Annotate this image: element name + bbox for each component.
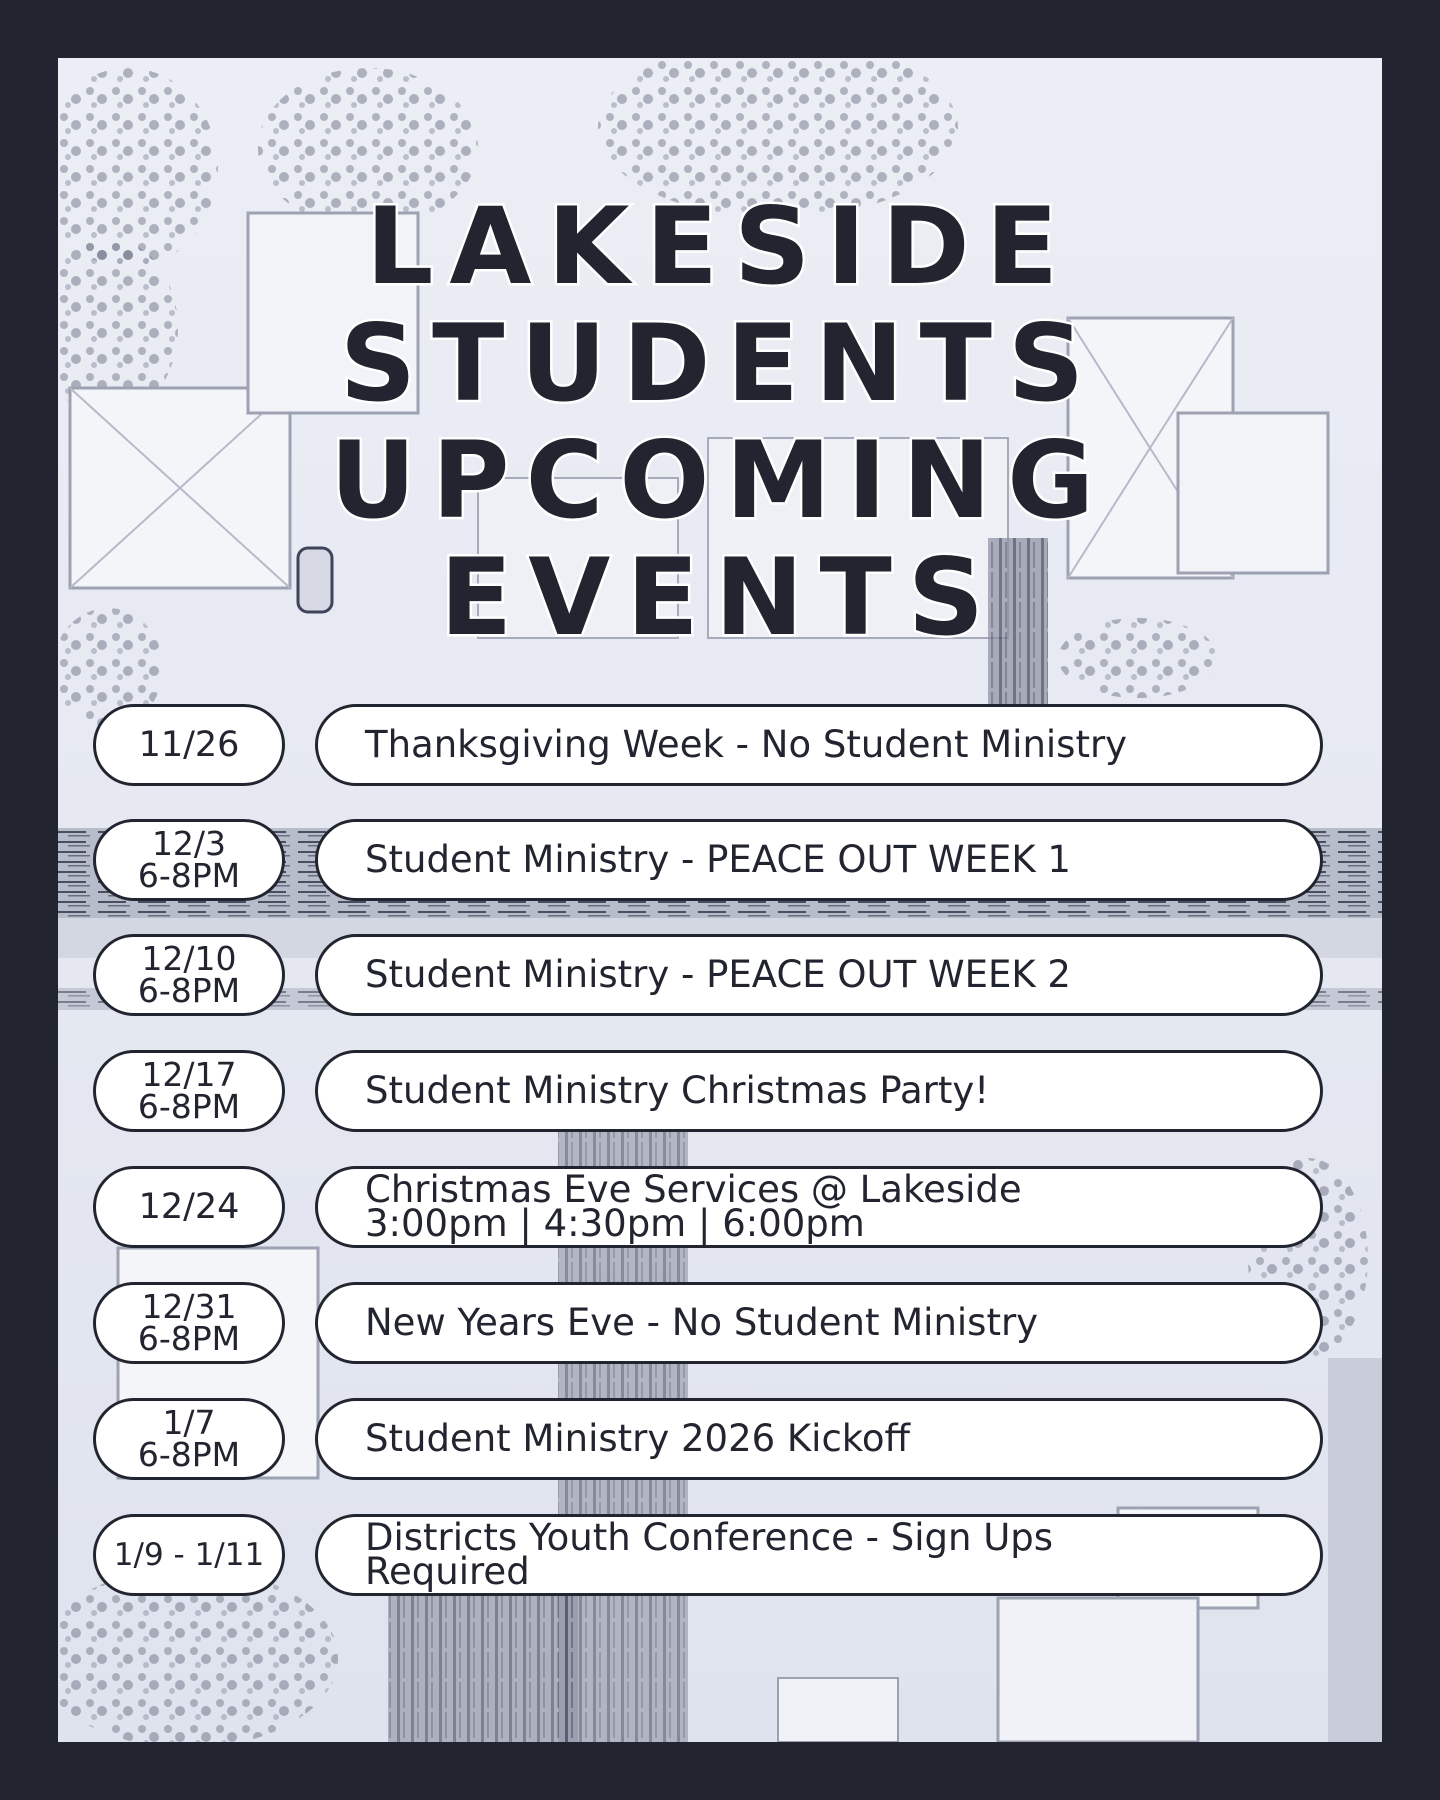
event-title: Districts Youth Conference - Sign Ups	[365, 1516, 1054, 1559]
event-title-pill	[315, 1514, 1323, 1596]
event-subtitle: Required	[365, 1550, 530, 1593]
event-date-badge	[93, 1166, 285, 1248]
event-date: 12/17	[141, 1055, 237, 1094]
event-subtitle: 3:00pm | 4:30pm | 6:00pm	[365, 1202, 865, 1245]
event-row	[93, 1166, 1363, 1254]
event-time: 6-8PM	[137, 1319, 241, 1358]
event-time: 6-8PM	[137, 1087, 241, 1126]
event-title: Student Ministry Christmas Party!	[365, 1069, 990, 1112]
event-title: Student Ministry 2026 Kickoff	[365, 1417, 911, 1460]
title-line: EVENTS	[439, 536, 1001, 659]
event-row	[93, 1282, 1363, 1370]
title-line: LAKESIDE	[365, 185, 1075, 308]
event-title: Student Ministry - PEACE OUT WEEK 1	[365, 838, 1071, 881]
event-title-pill	[315, 1166, 1323, 1248]
event-time: 6-8PM	[137, 856, 241, 895]
event-date-badge	[93, 819, 285, 901]
event-title-pill	[315, 704, 1323, 786]
event-title-pill	[315, 1282, 1323, 1364]
event-date-badge	[93, 704, 285, 786]
event-title: Thanksgiving Week - No Student Ministry	[365, 723, 1128, 766]
event-row	[93, 934, 1363, 1022]
poster-title	[58, 185, 1382, 659]
event-date: 11/26	[138, 725, 240, 765]
event-date: 1/7	[162, 1403, 216, 1442]
event-title: New Years Eve - No Student Ministry	[365, 1301, 1039, 1344]
event-title: Student Ministry - PEACE OUT WEEK 2	[365, 953, 1071, 996]
event-row	[93, 704, 1363, 792]
event-title-pill	[315, 1050, 1323, 1132]
event-date-badge	[93, 1282, 285, 1364]
event-date-badge	[93, 934, 285, 1016]
event-title-pill	[315, 934, 1323, 1016]
event-time: 6-8PM	[137, 1435, 241, 1474]
event-date: 12/3	[151, 824, 227, 863]
poster	[58, 58, 1382, 1742]
title-line: STUDENTS	[339, 302, 1101, 425]
event-date: 12/31	[141, 1287, 237, 1326]
event-date: 12/24	[138, 1187, 240, 1227]
event-row	[93, 1398, 1363, 1486]
event-date-badge	[93, 1398, 285, 1480]
event-title-pill	[315, 1398, 1323, 1480]
event-row	[93, 1050, 1363, 1138]
event-date: 1/9 - 1/11	[113, 1537, 265, 1573]
event-row	[93, 819, 1363, 907]
event-date-badge	[93, 1050, 285, 1132]
event-title: Christmas Eve Services @ Lakeside	[365, 1168, 1022, 1211]
event-date-badge	[93, 1514, 285, 1596]
event-time: 6-8PM	[137, 971, 241, 1010]
event-title-pill	[315, 819, 1323, 901]
event-date: 12/10	[141, 939, 237, 978]
event-row	[93, 1514, 1363, 1602]
title-line: UPCOMING	[329, 419, 1111, 542]
